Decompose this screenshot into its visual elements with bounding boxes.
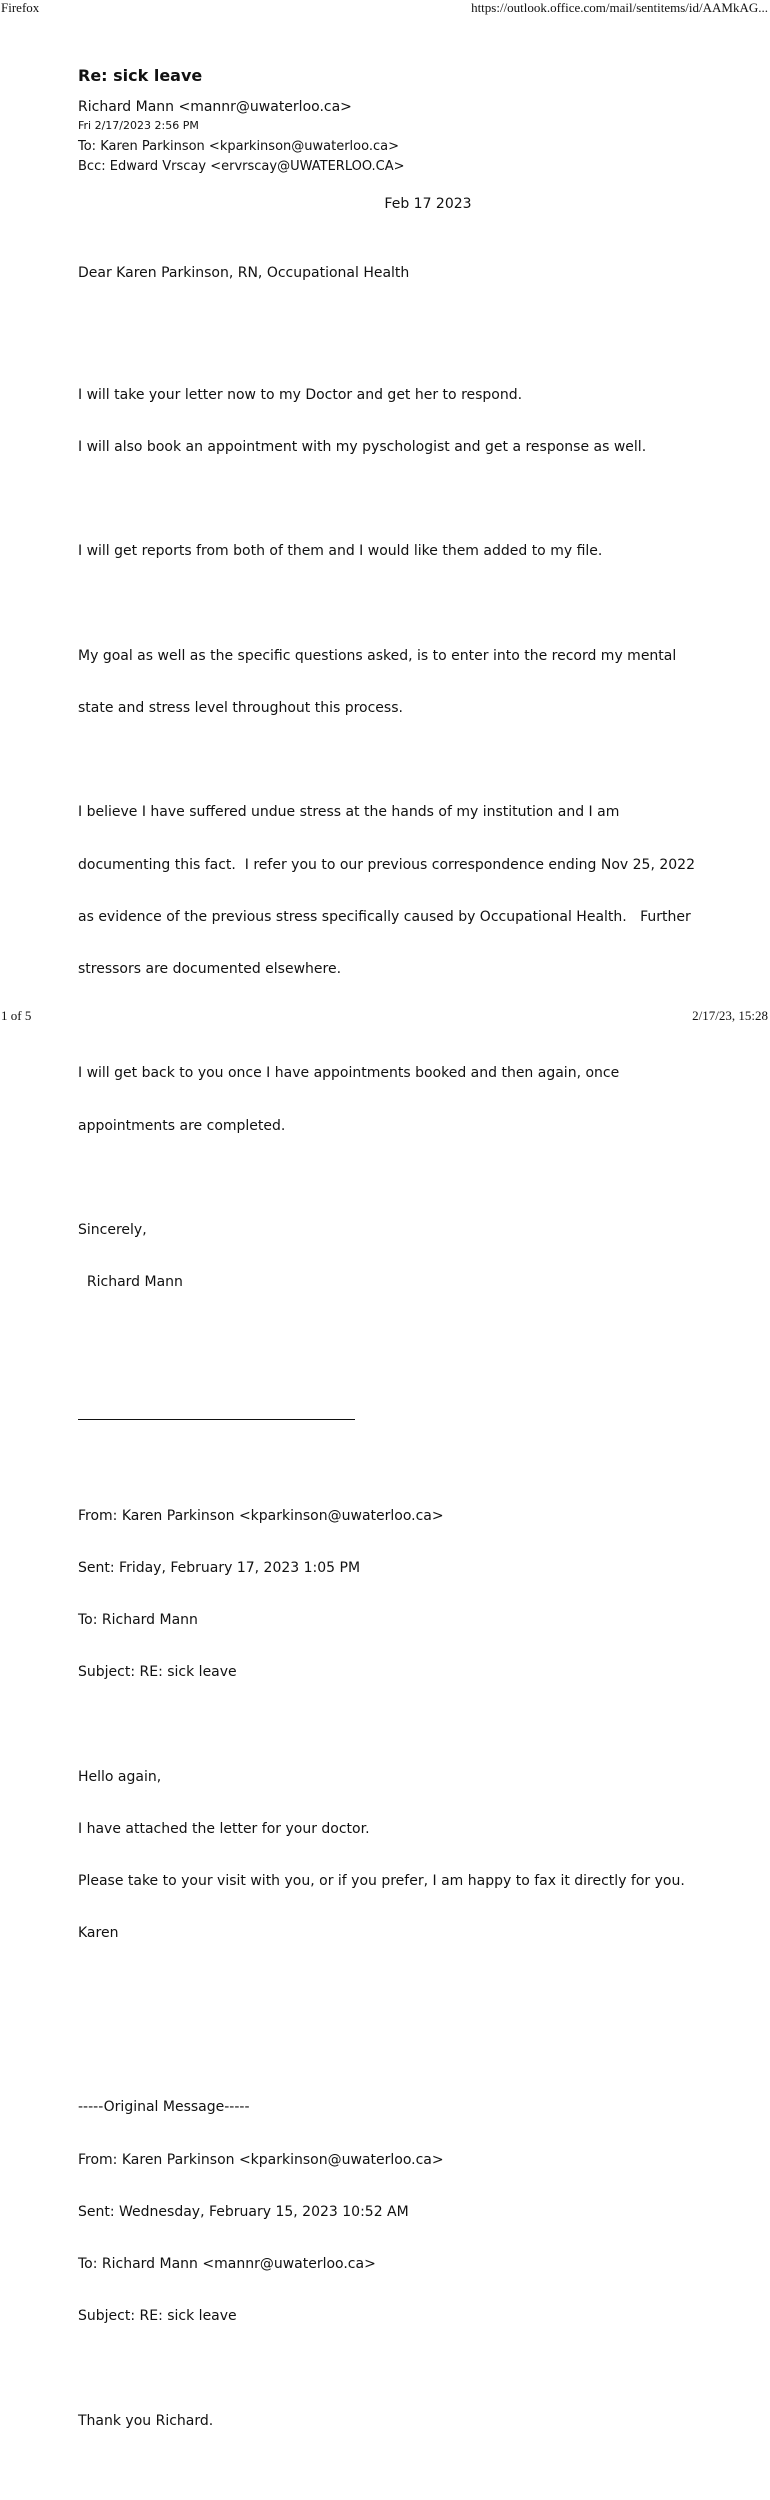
- quoted-line: Thank you Richard.: [78, 2412, 214, 2429]
- quoted-from: From: Karen Parkinson <kparkinson@uwaterloo.ca>: [78, 2151, 444, 2168]
- body-line: My goal as well as the specific questions asked, is to enter into the record my mental: [78, 647, 677, 664]
- quoted-line: Karen: [78, 1925, 119, 1942]
- quoted-to: To: Richard Mann: [78, 1611, 198, 1628]
- body-line: I will also book an appointment with my pyschologist and get a response as well.: [78, 438, 647, 455]
- body-line: state and stress level throughout this process.: [78, 699, 403, 716]
- page-number: 1 of 5: [1, 1008, 32, 1023]
- signature: Richard Mann: [78, 1274, 183, 1291]
- quoted-line: I have attached the letter for your doctor.: [78, 1820, 370, 1837]
- email-recipients: [78, 137, 738, 177]
- quoted-to: To: Richard Mann <mannr@uwaterloo.ca>: [78, 2255, 376, 2272]
- quoted-from: From: Karen Parkinson <kparkinson@uwaterloo.ca>: [78, 1507, 444, 1524]
- print-header-url: https://outlook.office.com/mail/sentitems/id/AAMkAG...: [471, 0, 768, 15]
- quoted-sent: Sent: Friday, February 17, 2023 1:05 PM: [78, 1559, 361, 1576]
- closing: Sincerely,: [78, 1222, 147, 1239]
- email-date: Fri 2/17/2023 2:56 PM: [78, 119, 199, 132]
- body-line: appointments are completed.: [78, 1117, 286, 1134]
- quoted-message-1: [78, 1473, 738, 1978]
- salutation: Dear Karen Parkinson, RN, Occupational Health: [78, 264, 410, 281]
- body-line: I will take your letter now to my Doctor and get her to respond.: [78, 386, 523, 403]
- quoted-line: Please take to your visit with you, or if you prefer, I am happy to fax it directly for you.: [78, 1873, 685, 1890]
- body-line: documenting this fact. I refer you to our previous correspondence ending Nov 25, 2022: [78, 856, 695, 873]
- print-header-app: Firefox: [1, 0, 40, 15]
- body-line: I will get reports from both of them and I would like them added to my file.: [78, 543, 603, 560]
- print-header: [0, 0, 770, 18]
- email-body: [78, 230, 738, 2500]
- quoted-subject: Subject: RE: sick leave: [78, 2308, 237, 2325]
- body-line: stressors are documented elsewhere.: [78, 960, 342, 977]
- email-bcc: Bcc: Edward Vrscay <ervrscay@UWATERLOO.CA>: [78, 159, 405, 174]
- body-line: I will get back to you once I have appointments booked and then again, once: [78, 1065, 620, 1082]
- quoted-message-2: [78, 2064, 738, 2464]
- email-sender: Richard Mann <mannr@uwaterloo.ca>: [78, 99, 352, 115]
- quoted-subject: Subject: RE: sick leave: [78, 1664, 237, 1681]
- body-line: I believe I have suffered undue stress at the hands of my institution and I am: [78, 804, 620, 821]
- email-to: To: Karen Parkinson <kparkinson@uwaterloo.ca>: [78, 139, 399, 154]
- quoted-line: Hello again,: [78, 1768, 162, 1785]
- email-subject: Re: sick leave: [78, 66, 203, 85]
- letter-date: Feb 17 2023: [384, 196, 472, 212]
- quote-divider: [78, 1419, 355, 1420]
- body-line: as evidence of the previous stress specifically caused by Occupational Health. Further: [78, 908, 691, 925]
- print-footer: [0, 1008, 770, 1026]
- original-message-separator: -----Original Message-----: [78, 2099, 250, 2116]
- email-message: [78, 66, 738, 2500]
- quoted-sent: Sent: Wednesday, February 15, 2023 10:52 AM: [78, 2203, 409, 2220]
- print-timestamp: 2/17/23, 15:28: [692, 1008, 768, 1023]
